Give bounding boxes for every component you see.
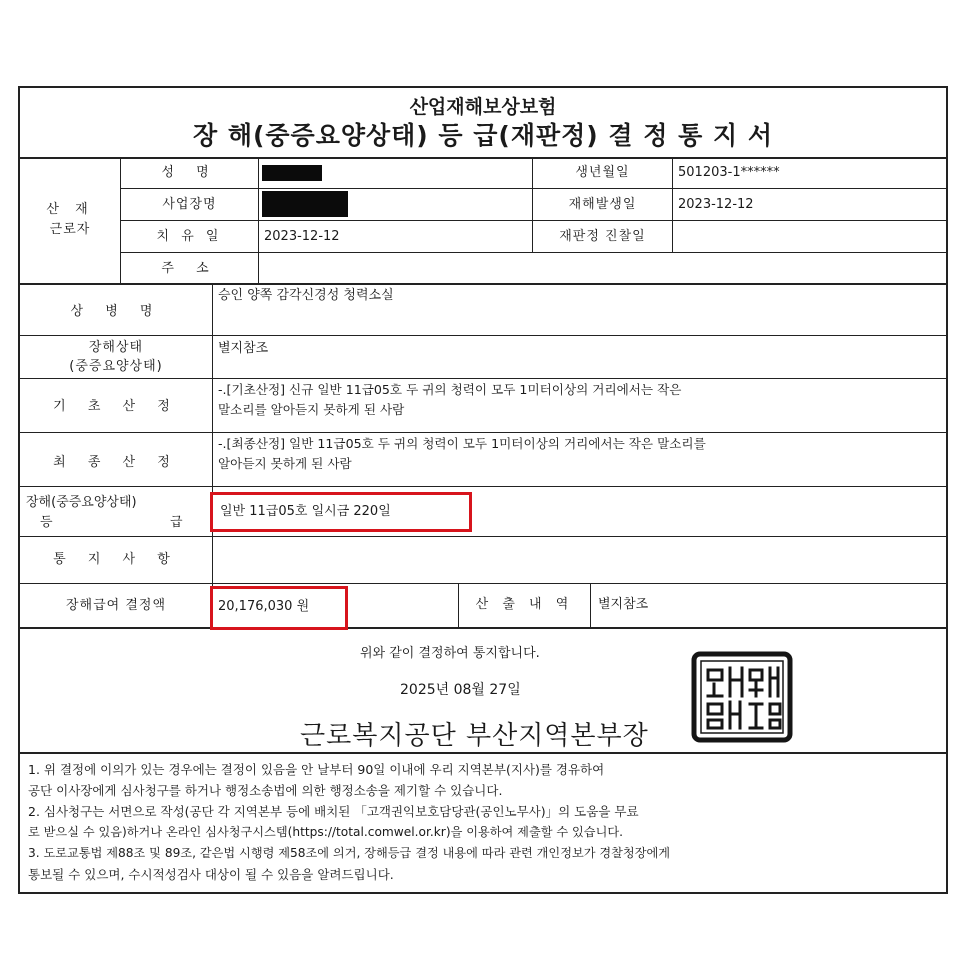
final-calc-label: 최 종 산 정 bbox=[53, 455, 179, 470]
notice-label: 통 지 사 항 bbox=[53, 552, 179, 567]
accident-date-label: 재해발생일 bbox=[568, 197, 637, 212]
accident-date-value: 2023-12-12 bbox=[678, 197, 754, 212]
vrule-details-labels bbox=[212, 284, 213, 628]
reexam-date-label: 재판정 진찰일 bbox=[559, 229, 646, 244]
cure-date-value: 2023-12-12 bbox=[264, 229, 340, 244]
document-title-line1: 산업재해보상보험 bbox=[409, 96, 557, 118]
issuer-name: 근로복지공단 부산지역본부장 bbox=[300, 721, 649, 751]
vrule-amount-right bbox=[590, 584, 591, 628]
rule-under-final bbox=[18, 486, 948, 487]
rule-under-basic bbox=[18, 432, 948, 433]
grade-value: 일반 11급05호 일시금 220일 bbox=[220, 504, 391, 519]
cure-date-label: 치 유 일 bbox=[156, 229, 223, 244]
workplace-label: 사업장명 bbox=[162, 197, 217, 212]
outer-border-bottom bbox=[18, 892, 948, 894]
rule-under-title bbox=[18, 157, 948, 159]
calc-detail-value: 별지참조 bbox=[598, 597, 649, 612]
vrule-worker-right bbox=[672, 158, 673, 252]
decision-statement: 위와 같이 결정하여 통지합니다. bbox=[360, 646, 540, 661]
document-title-line2: 장 해(중증요양상태) 등 급(재판정) 결 정 통 지 서 bbox=[192, 121, 774, 150]
rule-worker-2 bbox=[120, 220, 948, 221]
outer-border-top bbox=[18, 86, 948, 88]
diagnosis-value: 승인 양쪽 감각신경성 청력소실 bbox=[218, 288, 394, 303]
note-line-4: 로 받으실 수 있음)하거나 온라인 심사청구시스템(https://total.comwel.or.kr)을 이용하여 제출할 수 있습니다. bbox=[28, 825, 623, 839]
rule-worker-3 bbox=[120, 252, 948, 253]
rule-under-diagnosis bbox=[18, 335, 948, 336]
basic-calc-label: 기 초 산 정 bbox=[53, 399, 179, 414]
amount-value: 20,176,030 원 bbox=[218, 599, 310, 614]
note-line-6: 통보될 수 있으며, 수시적성검사 대상이 될 수 있음을 알려드립니다. bbox=[28, 867, 394, 882]
worker-section-label-1: 산 재 bbox=[46, 202, 94, 217]
note-line-3: 2. 심사청구는 서면으로 작성(공단 각 지역본부 등에 배치된 「고객권익보호담당관(공인노무사)」의 도움을 무료 bbox=[28, 804, 639, 819]
status-label-2: (중증요양상태) bbox=[69, 359, 163, 374]
decision-date: 2025년 08월 27일 bbox=[400, 682, 521, 698]
status-label-1: 장해상태 bbox=[88, 340, 144, 355]
calc-detail-label: 산 출 내 역 bbox=[475, 597, 574, 612]
rule-under-grade bbox=[18, 536, 948, 537]
worker-section-label-2: 근로자 bbox=[49, 222, 91, 237]
grade-label-2a: 등 bbox=[40, 515, 53, 530]
grade-label-1: 장해(중증요양상태) bbox=[26, 495, 137, 510]
note-line-1: 1. 위 결정에 이의가 있는 경우에는 결정이 있음을 안 날부터 90일 이내에 우리 지역본부(지사)를 경유하여 bbox=[28, 762, 605, 777]
grade-label-2b: 급 bbox=[170, 515, 183, 530]
rule-above-notes bbox=[18, 752, 948, 754]
birth-value: 501203-1****** bbox=[678, 165, 780, 180]
outer-border-right bbox=[946, 86, 948, 894]
workplace-redaction bbox=[262, 191, 348, 217]
rule-under-status bbox=[18, 378, 948, 379]
amount-label: 장해급여 결정액 bbox=[65, 598, 167, 613]
rule-worker-1 bbox=[120, 188, 948, 189]
vrule-worker-labels bbox=[258, 158, 259, 284]
rule-under-amount bbox=[18, 627, 948, 629]
name-redaction bbox=[262, 165, 322, 181]
name-label: 성 명 bbox=[161, 165, 218, 180]
rule-under-worker bbox=[18, 283, 948, 285]
final-calc-line1: -.[최종산정] 일반 11급05호 두 귀의 청력이 모두 1미터이상의 거리에서는 작은 말소리를 bbox=[218, 436, 706, 451]
basic-calc-line2: 말소리를 알아듣지 못하게 된 사람 bbox=[218, 402, 405, 417]
address-label: 주 소 bbox=[161, 261, 218, 276]
note-line-2: 공단 이사장에게 심사청구를 하거나 행정소송법에 의한 행정소송을 제기할 수 있습니다. bbox=[28, 783, 503, 798]
diagnosis-label: 상 병 명 bbox=[70, 304, 162, 319]
birth-label: 생년월일 bbox=[575, 165, 630, 180]
note-line-5: 3. 도로교통법 제88조 및 89조, 같은법 시행령 제58조에 의거, 장해등급 결정 내용에 따라 관련 개인정보가 경찰청장에게 bbox=[28, 846, 671, 860]
status-value: 별지참조 bbox=[218, 341, 269, 356]
basic-calc-line1: -.[기초산정] 신규 일반 11급05호 두 귀의 청력이 모두 1미터이상의 거리에서는 작은 bbox=[218, 382, 682, 397]
official-seal-icon bbox=[690, 650, 794, 744]
final-calc-line2: 알아듣지 못하게 된 사람 bbox=[218, 456, 352, 471]
rule-under-notice bbox=[18, 583, 948, 584]
